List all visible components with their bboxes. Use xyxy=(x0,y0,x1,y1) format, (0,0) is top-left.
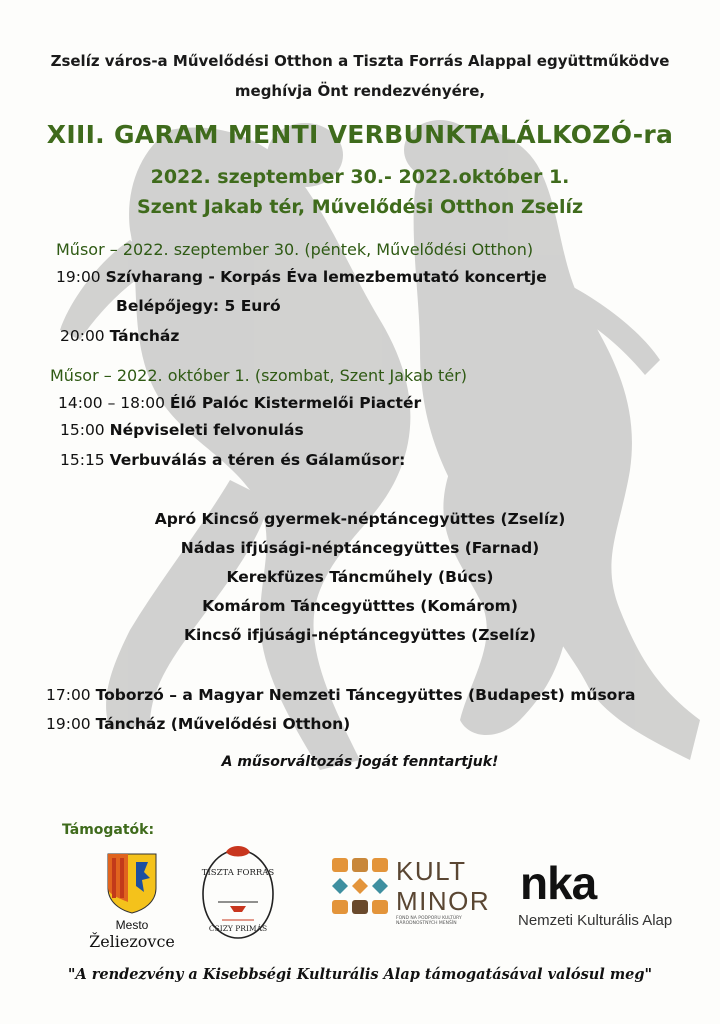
item-time: 17:00 xyxy=(46,686,91,704)
kult-small-text: FOND NA PODPORU KULTÚRY NÁRODNOSTNÝCH MENŠÍN xyxy=(396,916,462,926)
performer-group: Nádas ifjúsági-néptáncegyüttes (Farnad) xyxy=(180,539,540,557)
item-text: Szívharang - Korpás Éva lemezbemutató koncertje xyxy=(105,268,547,286)
item-time: 15:00 xyxy=(60,421,105,439)
program1-item xyxy=(56,268,547,286)
nka-name: Nemzeti Kulturális Alap xyxy=(518,912,673,929)
performer-group: Komárom Táncegyütttes (Komárom) xyxy=(202,597,518,615)
event-venue: Szent Jakab tér, Művelődési Otthon Zselíz xyxy=(136,196,584,218)
nka-mark: nka xyxy=(520,857,597,909)
mesto-zeliezovce-logo xyxy=(84,852,180,951)
nka-logo xyxy=(518,856,688,936)
item-text: Belépőjegy: 5 Euró xyxy=(116,297,281,315)
performer-group: Apró Kincső gyermek-néptáncegyüttes (Zselíz) xyxy=(154,510,566,528)
intro-line-1: Zselíz város-a Művelődési Otthon a Tiszta Forrás Alappal együttműködve xyxy=(50,52,670,70)
item-text: Toborzó – a Magyar Nemzeti Táncegyüttes (Budapest) műsora xyxy=(95,686,636,704)
program1-item xyxy=(60,327,179,345)
sponsors-label: Támogatók: xyxy=(62,822,155,838)
item-time: 20:00 xyxy=(60,327,105,345)
coat-of-arms-icon xyxy=(106,852,158,914)
event-dates: 2022. szeptember 30.- 2022.október 1. xyxy=(150,166,570,188)
item-text: Élő Palóc Kistermelői Piactér xyxy=(169,394,422,412)
program1-heading: Műsor – 2022. szeptember 30. (péntek, Művelődési Otthon) xyxy=(56,240,534,259)
item-text: Táncház xyxy=(109,327,180,345)
item-text: Népviseleti felvonulás xyxy=(109,421,304,439)
event-title: XIII. GARAM MENTI VERBUNKTALÁLKOZÓ-ra xyxy=(46,120,674,149)
intro-line-2: meghívja Önt rendezvényére, xyxy=(234,82,486,100)
kult-text: KULT xyxy=(396,856,467,886)
program2-item xyxy=(58,394,421,412)
zeliezovce-label: Želiezovce xyxy=(89,932,175,951)
minor-text: MINOR xyxy=(396,886,491,916)
program1-item xyxy=(116,297,281,315)
footer-support-note: "A rendezvény a Kisebbségi Kulturális Alap támogatásával valósul meg" xyxy=(67,966,653,983)
program2-later-item xyxy=(46,686,635,704)
program2-later-item xyxy=(46,715,350,733)
tiszta-bottom-text: CSIZY PRIMÁS xyxy=(208,924,268,933)
kult-minor-pattern-icon xyxy=(330,856,392,926)
item-text: Táncház (Művelődési Otthon) xyxy=(95,715,351,733)
program2-item xyxy=(60,451,405,469)
item-time: 14:00 – 18:00 xyxy=(58,394,165,412)
program2-heading: Műsor – 2022. október 1. (szombat, Szent Jakab tér) xyxy=(50,366,467,385)
performer-group: Kincső ifjúsági-néptáncegyüttes (Zselíz) xyxy=(184,626,536,644)
tiszta-forras-logo xyxy=(200,840,276,940)
performer-group: Kerekfüzes Táncműhely (Búcs) xyxy=(226,568,494,586)
item-time: 19:00 xyxy=(46,715,91,733)
item-time: 19:00 xyxy=(56,268,101,286)
program-change-note: A műsorváltozás jogát fenntartjuk! xyxy=(221,754,499,770)
program2-item xyxy=(60,421,304,439)
tiszta-top-text: TISZTA FORRÁS xyxy=(201,868,275,878)
item-time: 15:15 xyxy=(60,451,105,469)
kult-minor-logo xyxy=(330,856,490,928)
mesto-label: Mesto xyxy=(115,918,149,932)
item-text: Verbuválás a téren és Gálaműsor: xyxy=(109,451,406,469)
